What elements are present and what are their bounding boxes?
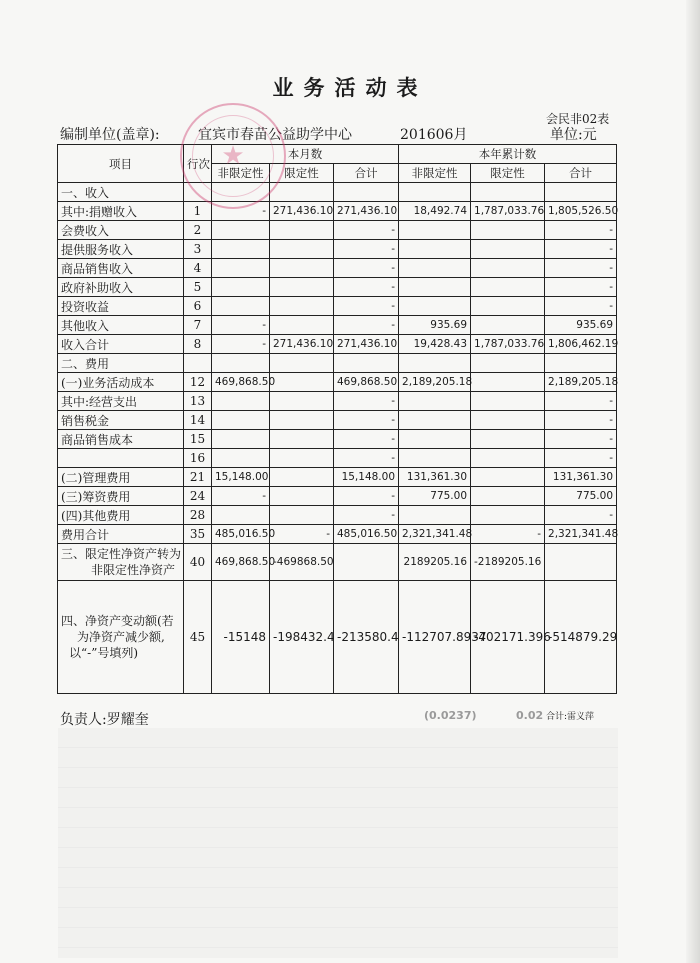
col-month-group: 本月数 [212, 145, 399, 164]
footer-value-1: (0.0237) [424, 709, 477, 722]
table-row [58, 316, 617, 335]
cell-year-unrestricted: 775.00 [399, 487, 471, 506]
transfer-label-line1: 三、限定性净资产转为 [61, 547, 182, 561]
table-row [58, 449, 617, 468]
cell-month-unrestricted: - [212, 335, 270, 354]
transfer-label [58, 544, 184, 581]
cell-year-restricted: -402171.396 [471, 581, 545, 694]
report-footer [60, 709, 620, 729]
cell-month-restricted [270, 278, 334, 297]
cell-month-unrestricted [212, 240, 270, 259]
cell-month-restricted [270, 221, 334, 240]
cell-year-total: 935.69 [545, 316, 617, 335]
row-label: 投资收益 [58, 297, 184, 316]
cell-year-restricted: - [471, 525, 545, 544]
col-month-restricted: 限定性 [270, 164, 334, 183]
cell-year-unrestricted [399, 506, 471, 525]
cell-month-unrestricted [212, 411, 270, 430]
cell-year-unrestricted: 18,492.74 [399, 202, 471, 221]
row-line: 6 [184, 297, 212, 316]
cell-month-unrestricted [212, 183, 270, 202]
cell-month-restricted: 271,436.10 [270, 202, 334, 221]
cell-month-total: - [334, 506, 399, 525]
row-line: 28 [184, 506, 212, 525]
cell-year-unrestricted: 2189205.16 [399, 544, 471, 581]
activity-table [57, 144, 617, 694]
cell-month-total: -213580.4 [334, 581, 399, 694]
cell-year-unrestricted: -112707.8937 [399, 581, 471, 694]
cell-month-unrestricted [212, 449, 270, 468]
col-month-total: 合计 [334, 164, 399, 183]
col-year-restricted: 限定性 [471, 164, 545, 183]
cell-year-unrestricted [399, 392, 471, 411]
cell-year-unrestricted: 2,321,341.48 [399, 525, 471, 544]
row-label: (一)业务活动成本 [58, 373, 184, 392]
cell-year-restricted [471, 392, 545, 411]
cell-month-unrestricted [212, 278, 270, 297]
table-row [58, 335, 617, 354]
row-label [58, 449, 184, 468]
col-year-unrestricted: 非限定性 [399, 164, 471, 183]
cell-month-total: - [334, 411, 399, 430]
form-code: 会民非02表 [546, 112, 610, 126]
col-month-unrestricted: 非限定性 [212, 164, 270, 183]
report-title: 业务活动表 [272, 75, 428, 100]
cell-year-unrestricted [399, 411, 471, 430]
row-line: 12 [184, 373, 212, 392]
row-line: 14 [184, 411, 212, 430]
cell-year-restricted [471, 278, 545, 297]
cell-month-restricted [270, 449, 334, 468]
cell-year-restricted [471, 240, 545, 259]
cell-month-unrestricted: - [212, 487, 270, 506]
table-row [58, 278, 617, 297]
row-label: 费用合计 [58, 525, 184, 544]
report-subheader [60, 124, 620, 144]
table-row [58, 202, 617, 221]
row-line: 35 [184, 525, 212, 544]
cell-month-total: - [334, 449, 399, 468]
col-item: 项目 [58, 145, 184, 183]
cell-year-total: - [545, 278, 617, 297]
unit-name: 宜宾市春苗公益助学中心 [198, 127, 352, 143]
row-line: 13 [184, 392, 212, 411]
cell-month-restricted: 271,436.10 [270, 335, 334, 354]
cell-month-unrestricted: -15148 [212, 581, 270, 694]
table-row [58, 259, 617, 278]
cell-year-unrestricted [399, 240, 471, 259]
footer-value-2: 0.02 [516, 709, 544, 722]
seal-star-icon: ★ [221, 141, 245, 171]
row-line: 15 [184, 430, 212, 449]
unit-label: 编制单位(盖章): [60, 127, 160, 143]
cell-year-restricted [471, 487, 545, 506]
cell-year-total [545, 183, 617, 202]
cell-month-unrestricted [212, 297, 270, 316]
cell-year-total [545, 354, 617, 373]
page-edge-shadow [686, 0, 700, 963]
change-label-line3: 以“-”号填列) [69, 646, 139, 660]
row-line [184, 354, 212, 373]
cell-year-restricted [471, 316, 545, 335]
cell-year-total: - [545, 240, 617, 259]
cell-month-unrestricted [212, 221, 270, 240]
cell-year-restricted [471, 259, 545, 278]
col-year-group: 本年累计数 [399, 145, 617, 164]
cell-year-total: - [545, 449, 617, 468]
cell-month-restricted: - [270, 525, 334, 544]
cell-month-total: - [334, 259, 399, 278]
table-row [58, 221, 617, 240]
row-label: 会费收入 [58, 221, 184, 240]
cell-month-unrestricted: 469,868.50 [212, 373, 270, 392]
row-line: 4 [184, 259, 212, 278]
row-label: 销售税金 [58, 411, 184, 430]
row-line: 8 [184, 335, 212, 354]
cell-month-unrestricted: 469,868.50 [212, 544, 270, 581]
cell-month-unrestricted [212, 506, 270, 525]
cell-year-unrestricted: 19,428.43 [399, 335, 471, 354]
row-label: 商品销售成本 [58, 430, 184, 449]
cell-year-total [545, 544, 617, 581]
cell-year-total: - [545, 430, 617, 449]
faded-lower-area [58, 728, 618, 958]
cell-month-restricted [270, 240, 334, 259]
row-line: 45 [184, 581, 212, 694]
cell-month-unrestricted: 485,016.50 [212, 525, 270, 544]
cell-month-unrestricted: 15,148.00 [212, 468, 270, 487]
cell-year-total: - [545, 297, 617, 316]
cell-month-total: - [334, 430, 399, 449]
report-period: 201606月 [400, 127, 468, 143]
row-line: 21 [184, 468, 212, 487]
cell-month-restricted [270, 354, 334, 373]
header-row-groups [58, 145, 617, 164]
cell-year-restricted: -2189205.16 [471, 544, 545, 581]
table-row [58, 525, 617, 544]
row-line: 1 [184, 202, 212, 221]
cell-year-unrestricted [399, 449, 471, 468]
cell-month-restricted [270, 411, 334, 430]
table-row [58, 411, 617, 430]
cell-month-restricted [270, 297, 334, 316]
cell-year-total: -514879.29 [545, 581, 617, 694]
table-row [58, 430, 617, 449]
cell-year-restricted [471, 430, 545, 449]
cell-year-restricted [471, 297, 545, 316]
currency-unit: 单位:元 [550, 127, 597, 143]
cell-month-total: - [334, 221, 399, 240]
cell-year-restricted [471, 468, 545, 487]
row-line [184, 183, 212, 202]
cell-year-total: 1,805,526.50 [545, 202, 617, 221]
table-row [58, 183, 617, 202]
row-label: 收入合计 [58, 335, 184, 354]
cell-year-restricted: 1,787,033.76 [471, 202, 545, 221]
cell-year-total: - [545, 411, 617, 430]
cell-month-unrestricted [212, 392, 270, 411]
row-label: (三)筹资费用 [58, 487, 184, 506]
cell-year-unrestricted [399, 183, 471, 202]
cell-year-unrestricted [399, 278, 471, 297]
cell-year-restricted [471, 183, 545, 202]
row-label: 其他收入 [58, 316, 184, 335]
cell-year-unrestricted: 935.69 [399, 316, 471, 335]
cell-year-unrestricted [399, 221, 471, 240]
cell-month-restricted [270, 316, 334, 335]
cell-year-total: 2,189,205.18 [545, 373, 617, 392]
cell-month-unrestricted [212, 354, 270, 373]
cell-year-unrestricted: 131,361.30 [399, 468, 471, 487]
row-label: 商品销售收入 [58, 259, 184, 278]
row-line: 2 [184, 221, 212, 240]
accountant: 合计:雷义萍 [546, 712, 595, 722]
cell-month-restricted [270, 468, 334, 487]
cell-month-total: - [334, 297, 399, 316]
col-year-total: 合计 [545, 164, 617, 183]
row-line: 24 [184, 487, 212, 506]
responsible-person: 负责人:罗耀奎 [60, 712, 149, 728]
table-row [58, 487, 617, 506]
cell-year-restricted [471, 354, 545, 373]
table-row [58, 240, 617, 259]
cell-month-total: - [334, 316, 399, 335]
table-row [58, 354, 617, 373]
transfer-label-line2: 非限定性净资产 [91, 563, 176, 577]
row-label: 其中:经营支出 [58, 392, 184, 411]
cell-year-total: 775.00 [545, 487, 617, 506]
cell-year-total: - [545, 392, 617, 411]
cell-month-restricted [270, 373, 334, 392]
row-label: 其中:捐赠收入 [58, 202, 184, 221]
cell-year-total: - [545, 221, 617, 240]
table-row [58, 506, 617, 525]
cell-month-total: 485,016.50 [334, 525, 399, 544]
cell-month-restricted: -198432.4 [270, 581, 334, 694]
row-label: 二、费用 [58, 354, 184, 373]
cell-year-unrestricted [399, 259, 471, 278]
cell-month-total: 271,436.10 [334, 202, 399, 221]
cell-month-total: 15,148.00 [334, 468, 399, 487]
row-line: 5 [184, 278, 212, 297]
cell-year-total: 1,806,462.19 [545, 335, 617, 354]
cell-year-restricted [471, 221, 545, 240]
cell-month-total: 271,436.10 [334, 335, 399, 354]
cell-year-restricted [471, 449, 545, 468]
cell-year-unrestricted [399, 354, 471, 373]
cell-month-total [334, 544, 399, 581]
cell-month-total: - [334, 278, 399, 297]
cell-month-restricted [270, 259, 334, 278]
row-line: 16 [184, 449, 212, 468]
col-line: 行次 [184, 145, 212, 183]
change-label-line1: 四、净资产变动额(若 [61, 614, 174, 628]
cell-month-total: - [334, 487, 399, 506]
change-row [58, 581, 617, 694]
cell-year-total: 131,361.30 [545, 468, 617, 487]
cell-year-total: - [545, 506, 617, 525]
cell-month-restricted [270, 183, 334, 202]
cell-year-restricted [471, 506, 545, 525]
cell-month-unrestricted: - [212, 202, 270, 221]
cell-month-restricted: -469868.50 [270, 544, 334, 581]
cell-month-restricted [270, 506, 334, 525]
row-label: 一、收入 [58, 183, 184, 202]
table-row [58, 392, 617, 411]
cell-month-total [334, 183, 399, 202]
cell-month-total: - [334, 392, 399, 411]
row-line: 7 [184, 316, 212, 335]
cell-month-unrestricted [212, 259, 270, 278]
cell-year-unrestricted [399, 430, 471, 449]
table-row [58, 297, 617, 316]
table-row [58, 468, 617, 487]
cell-year-restricted: 1,787,033.76 [471, 335, 545, 354]
row-line: 3 [184, 240, 212, 259]
row-label: (二)管理费用 [58, 468, 184, 487]
cell-month-restricted [270, 392, 334, 411]
cell-year-unrestricted [399, 297, 471, 316]
cell-year-unrestricted: 2,189,205.18 [399, 373, 471, 392]
change-label [58, 581, 184, 694]
row-label: (四)其他费用 [58, 506, 184, 525]
change-label-line2: 为净资产减少额, [77, 630, 165, 644]
cell-month-unrestricted: - [212, 316, 270, 335]
cell-month-total [334, 354, 399, 373]
cell-month-restricted [270, 430, 334, 449]
row-line: 40 [184, 544, 212, 581]
transfer-row [58, 544, 617, 581]
cell-year-total: - [545, 259, 617, 278]
cell-year-restricted [471, 373, 545, 392]
cell-month-unrestricted [212, 430, 270, 449]
row-label: 政府补助收入 [58, 278, 184, 297]
row-label: 提供服务收入 [58, 240, 184, 259]
cell-year-total: 2,321,341.48 [545, 525, 617, 544]
cell-month-restricted [270, 487, 334, 506]
cell-month-total: - [334, 240, 399, 259]
table-row [58, 373, 617, 392]
cell-year-restricted [471, 411, 545, 430]
cell-month-total: 469,868.50 [334, 373, 399, 392]
